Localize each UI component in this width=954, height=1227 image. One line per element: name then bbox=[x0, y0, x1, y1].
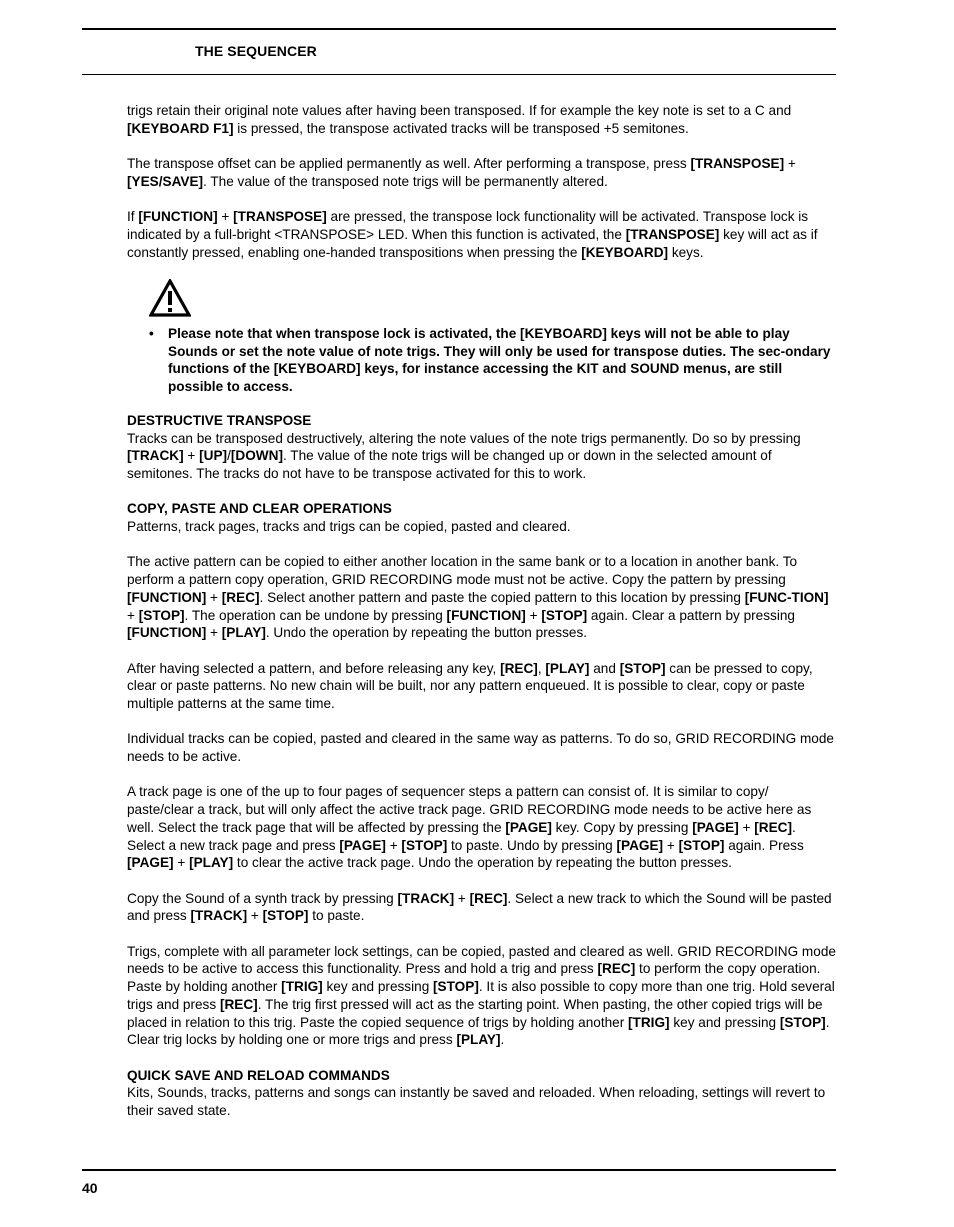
text-run: + bbox=[247, 908, 263, 924]
text-run: + bbox=[784, 156, 796, 172]
text-run: again. Press bbox=[724, 837, 804, 853]
key-reference: [REC] bbox=[221, 589, 260, 605]
key-reference: [STOP] bbox=[541, 607, 588, 623]
body-paragraph bbox=[127, 208, 836, 261]
section bbox=[127, 500, 836, 1049]
warning-triangle-icon bbox=[149, 279, 191, 317]
section bbox=[127, 412, 836, 483]
text-run: can be pressed to copy, clear or paste patterns. No new chain will be built, nor any pattern enqueued. It is possible to clear, copy or paste multiple patterns at the same time. bbox=[127, 660, 813, 711]
body-paragraph bbox=[127, 730, 836, 765]
key-reference: [UP] bbox=[199, 448, 228, 464]
key-reference: [REC] bbox=[219, 996, 258, 1012]
key-reference: [TRACK] bbox=[397, 890, 455, 906]
key-reference: [KEYBOARD] bbox=[581, 244, 669, 260]
section-heading: COPY, PASTE AND CLEAR OPERATIONS bbox=[127, 501, 392, 517]
section-heading: QUICK SAVE AND RELOAD COMMANDS bbox=[127, 1067, 390, 1083]
warning-box bbox=[127, 279, 836, 396]
page-number: 40 bbox=[82, 1180, 98, 1196]
text-run: + bbox=[738, 819, 755, 835]
key-reference: [REC] bbox=[597, 961, 636, 977]
body-paragraph bbox=[127, 660, 836, 713]
text-run: key and pressing bbox=[322, 979, 434, 995]
warning-text: Please note that when transpose lock is activated, the [KEYBOARD] keys will not be able to play Sounds or set the note value of note trigs. They will only be used for transpose duties. The sec-ondary functions of the [KEYBOARD] keys, for instance accessing the KIT and SOUND menus, are still possible to access. bbox=[168, 325, 831, 395]
text-run: + bbox=[525, 607, 542, 623]
key-reference: [STOP] bbox=[138, 607, 185, 623]
key-reference: [TRIG] bbox=[281, 979, 323, 995]
key-reference: [DOWN] bbox=[230, 448, 283, 464]
text-run: . Select a new track to which the Sound will be pasted and press bbox=[127, 890, 832, 924]
key-reference: [TRANSPOSE] bbox=[690, 156, 785, 172]
key-reference: [STOP] bbox=[401, 837, 448, 853]
key-reference: [FUNCTION] bbox=[127, 625, 207, 641]
key-reference: [PAGE] bbox=[616, 837, 664, 853]
warning-bullet: • bbox=[149, 325, 154, 341]
text-run: . Select another pattern and paste the copied pattern to this location by pressing bbox=[259, 589, 745, 605]
text-run: to perform the copy operation. Paste by holding another bbox=[127, 961, 821, 995]
key-reference: [PAGE] bbox=[127, 855, 174, 871]
body-paragraph bbox=[127, 430, 836, 483]
text-run: + bbox=[206, 589, 222, 605]
text-run: key and pressing bbox=[669, 1014, 780, 1030]
key-reference: [TRANSPOSE] bbox=[625, 226, 720, 242]
key-reference: [FUNCTION] bbox=[138, 209, 218, 225]
text-run: Tracks can be transposed destructively, altering the note values of the note trigs permanently. Do so by pressing bbox=[127, 430, 801, 446]
text-run: + bbox=[217, 209, 234, 225]
text-run: . The value of the transposed note trigs will be permanently altered. bbox=[203, 173, 608, 189]
header-bottom-rule bbox=[82, 74, 836, 75]
body-paragraph bbox=[127, 943, 836, 1049]
text-run: + bbox=[663, 837, 679, 853]
key-reference: [REC] bbox=[754, 819, 793, 835]
text-run: key will act as if constantly pressed, enabling one-handed transpositions when pressing the bbox=[127, 226, 818, 260]
section bbox=[127, 1067, 836, 1120]
text-run: keys. bbox=[668, 244, 704, 260]
key-reference: [PLAY] bbox=[456, 1032, 501, 1048]
intro-paragraphs bbox=[127, 102, 836, 261]
key-reference: [STOP] bbox=[433, 979, 479, 995]
body-paragraph bbox=[127, 890, 836, 925]
text-run: again. Clear a pattern by pressing bbox=[587, 607, 795, 623]
text-run: is pressed, the transpose activated tracks will be transposed +5 semitones. bbox=[233, 120, 689, 136]
text-run: / bbox=[227, 448, 231, 464]
body-paragraph bbox=[127, 553, 836, 642]
key-reference: [FUNCTION] bbox=[127, 589, 207, 605]
text-run: . The trig first pressed will act as the starting point. When pasting, the other copied trigs will be placed in relation to this trig. Paste the copied sequence of trigs by holding another bbox=[127, 996, 823, 1030]
text-run: After having selected a pattern, and before releasing any key, bbox=[127, 660, 501, 676]
text-run: . Clear trig locks by holding one or more trigs and press bbox=[127, 1014, 830, 1048]
text-run: to paste. Undo by pressing bbox=[447, 837, 617, 853]
footer-rule bbox=[82, 1169, 836, 1171]
key-reference: [PLAY] bbox=[189, 855, 234, 871]
text-run: + bbox=[173, 855, 190, 871]
section-heading: DESTRUCTIVE TRANSPOSE bbox=[127, 412, 312, 428]
text-run: Patterns, track pages, tracks and trigs can be copied, pasted and cleared. bbox=[127, 519, 571, 534]
key-reference: [REC] bbox=[469, 890, 508, 906]
key-reference: [FUNC-TION] bbox=[744, 589, 829, 605]
key-reference: [PAGE] bbox=[505, 819, 552, 835]
text-run: key. Copy by pressing bbox=[551, 819, 693, 835]
text-run: . bbox=[500, 1032, 505, 1048]
text-run: Trigs, complete with all parameter lock settings, can be copied, pasted and cleared as well. GRID RECORDING mode needs to be active to access this functionality. Press and hold a trig and press bbox=[127, 943, 836, 977]
text-run: Copy the Sound of a synth track by pressing bbox=[127, 890, 398, 906]
page-header-title: THE SEQUENCER bbox=[195, 43, 317, 59]
text-run: + bbox=[127, 607, 139, 623]
text-run: and bbox=[589, 660, 620, 676]
text-run: Individual tracks can be copied, pasted and cleared in the same way as patterns. To do so, GRID RECORDING mode needs to be active. bbox=[127, 731, 834, 765]
text-run: to paste. bbox=[308, 908, 365, 924]
text-run: . The operation can be undone by pressing bbox=[184, 607, 447, 623]
text-run: to clear the active track page. Undo the operation by repeating the button presses. bbox=[233, 855, 732, 871]
key-reference: [STOP] bbox=[678, 837, 725, 853]
text-run: The active pattern can be copied to either another location in the same bank or to a location in another bank. To perform a pattern copy operation, GRID RECORDING mode must not be active. Copy the pattern by pressing bbox=[127, 554, 798, 588]
page-body bbox=[127, 102, 836, 1137]
text-run: . The value of the note trigs will be changed up or down in the selected amount of semitones. The tracks do not have to be transpose activated for this to work. bbox=[127, 448, 772, 481]
key-reference: [STOP] bbox=[619, 660, 666, 676]
text-run: The transpose offset can be applied permanently as well. After performing a transpose, press bbox=[127, 156, 691, 172]
body-paragraph bbox=[127, 155, 836, 190]
header-top-rule bbox=[82, 28, 836, 30]
key-reference: [FUNCTION] bbox=[446, 607, 526, 623]
body-paragraph bbox=[127, 102, 836, 137]
key-reference: [PAGE] bbox=[692, 819, 739, 835]
body-paragraph bbox=[127, 518, 836, 536]
text-run: . It is also possible to copy more than one trig. Hold several trigs and press bbox=[127, 979, 835, 1012]
key-reference: [TRIG] bbox=[628, 1014, 670, 1030]
text-run: . Undo the operation by repeating the button presses. bbox=[265, 625, 588, 641]
warning-note bbox=[127, 325, 836, 396]
text-run: are pressed, the transpose lock functionality will be activated. Transpose lock is indicated by a full-bright <TRANSPOSE> LED. When this function is activated, the bbox=[127, 209, 809, 242]
body-paragraph bbox=[127, 783, 836, 872]
key-reference: [TRANSPOSE] bbox=[233, 209, 327, 225]
text-run: A track page is one of the up to four pages of sequencer steps a pattern can consist of. It is similar to copy/ paste/clear a track, but will only affect the active track page. GRID RECORDING mode needs to be active here as well. Select the track page that will be affected by pressing the bbox=[127, 784, 812, 835]
text-run: If bbox=[127, 209, 139, 225]
body-paragraph bbox=[127, 1084, 836, 1119]
text-run: + bbox=[385, 837, 402, 853]
key-reference: [YES/SAVE] bbox=[127, 173, 204, 189]
key-reference: [REC] bbox=[500, 660, 538, 676]
key-reference: [PLAY] bbox=[221, 625, 266, 641]
text-run: + bbox=[206, 625, 222, 641]
key-reference: [TRACK] bbox=[190, 908, 248, 924]
key-reference: [TRACK] bbox=[127, 448, 184, 464]
key-reference: [KEYBOARD F1] bbox=[127, 120, 234, 136]
text-run: . Select a new track page and press bbox=[127, 819, 796, 853]
text-run: trigs retain their original note values after having been transposed. If for example the key note is set to a C and bbox=[127, 103, 792, 118]
text-run: Kits, Sounds, tracks, patterns and songs can instantly be saved and reloaded. When reloading, settings will revert to their saved state. bbox=[127, 1085, 826, 1119]
sections bbox=[127, 412, 836, 1120]
text-run: , bbox=[537, 660, 546, 676]
text-run: + bbox=[454, 890, 470, 906]
key-reference: [PAGE] bbox=[339, 837, 386, 853]
key-reference: [PLAY] bbox=[545, 660, 590, 676]
key-reference: [STOP] bbox=[779, 1014, 826, 1030]
key-reference: [STOP] bbox=[262, 908, 309, 924]
text-run: + bbox=[183, 448, 200, 464]
